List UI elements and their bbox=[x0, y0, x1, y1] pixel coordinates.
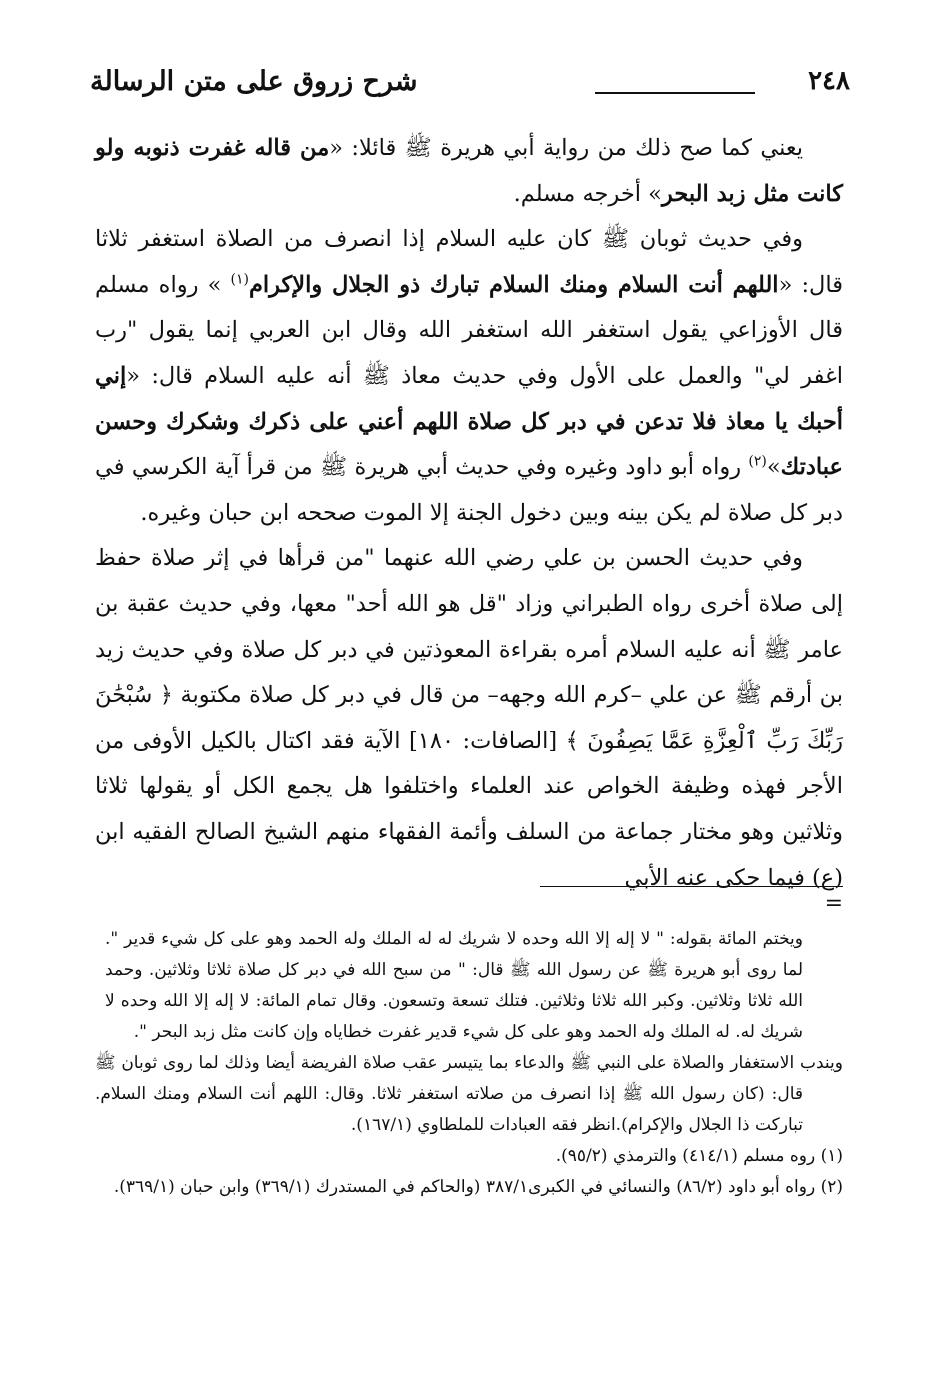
footnote-1: (١) روه مسلم (٤١٤/١) والترمذي (٩٥/٢). bbox=[555, 1146, 843, 1166]
running-title: شرح زروق على متن الرسالة bbox=[90, 66, 418, 97]
p1-text-b: » أخرجه مسلم. bbox=[513, 180, 662, 207]
paragraph-3: وفي حديث الحسن بن علي رضي الله عنهما "من قرأها في إثر صلاة حفظ إلى صلاة أخرى رواه الطبراني وزاد "قل هو الله أحد" معها، وفي حديث عقبة بن عامر ﷺ أنه عليه السلام أمره بقراءة المعوذتين في دبر كل صلاة وفي حديث زيد بن أرقم ﷺ عن علي –كرم الله وجهه– من قال في دبر كل صلاة مكتوبة ﴿ سُبْحَٰنَ رَبِّكَ رَبِّ ٱلْعِزَّةِ عَمَّا يَصِفُونَ ﴾ [الصافات: ١٨٠] الآية فقد اكتال بالكيل الأوفى من الأجر فهذه وظيفة الخواص عند العلماء واختلفوا هل يجمع الكل أو يقولها ثلاثا وثلاثين وهو مختار جماعة من السلف وأئمة الفقهاء منهم الشيخ الصالح الفقيه ابن (ع) فيما حكى عنه الأبي bbox=[95, 545, 843, 891]
main-text bbox=[95, 126, 843, 901]
page-header bbox=[90, 58, 850, 102]
header-rule bbox=[595, 92, 755, 94]
continuation-mark: = bbox=[824, 891, 843, 916]
page-number: ٢٤٨ bbox=[808, 66, 850, 96]
p1-bold-quote: من قاله غفرت ذنوبه ولو كانت مثل زبد البحر bbox=[95, 135, 843, 207]
p2-text-c: » bbox=[766, 454, 781, 481]
footnote-2: (٢) رواه أبو داود (٨٦/٢) والنسائي في الكبرى٣٨٧/١ (والحاكم في المستدرك (٣٦٩/١) وابن حبان (٣٦٩/١). bbox=[113, 1177, 843, 1197]
paragraph-1 bbox=[95, 126, 843, 217]
p2-bold-quote-2: إني أحبك يا معاذ فلا تدعن في دبر كل صلاة اللهم أعني على ذكرك وشكرك وحسن عبادتك bbox=[95, 362, 843, 481]
footnote-ref-1: (١) bbox=[230, 271, 249, 288]
footnote-continuation: ويختم المائة بقوله: " لا إله إلا الله وحده لا شريك له له الملك وله الحمد وهو على كل شيء قدير ". لما روى أبو هريرة ﷺ عن رسول الله ﷺ قال: " من سبح الله في دبر كل صلاة ثلاثا وثلاثين. وحمد الله ثلاثا وثلاثين. وكبر الله ثلاثا وثلاثين. فتلك تسعة وتسعون. وقال تمام المائة: لا إله إلا الله وحده لا شريك له. له الملك وله الحمد وهو على كل شيء قدير غفرت خطاياه وإن كانت مثل زبد البحر ". bbox=[105, 929, 803, 1042]
p2-text-d: رواه أبو داود وغيره وفي حديث أبي هريرة ﷺ من قرأ آية الكرسي في دبر كل صلاة لم يكن بينه وبين دخول الجنة إلا الموت صححه ابن حبان وغيره. bbox=[95, 454, 843, 526]
paragraph-2 bbox=[95, 217, 843, 536]
footnotes bbox=[95, 924, 843, 1203]
p2-text-a: وفي حديث ثوبان ﷺ كان عليه السلام إذا انصرف من الصلاة استغفر ثلاثا قال: « bbox=[95, 226, 843, 298]
footnote-extra: ويندب الاستغفار والصلاة على النبي ﷺ والدعاء بما يتيسر عقب صلاة الفريضة أيضا وذلك لما روى ثوبان ﷺ قال: (كان رسول الله ﷺ إذا انصرف من صلاته استغفر ثلاثا. وقال: اللهم أنت السلام ومنك السلام. تباركت ذا الجلال والإكرام).انظر فقه العبادات للملطاوي (١٦٧/١). bbox=[95, 1053, 843, 1135]
p2-bold-quote: اللهم أنت السلام ومنك السلام تبارك ذو الجلال والإكرام bbox=[248, 271, 779, 298]
p1-text-a: يعني كما صح ذلك من رواية أبي هريرة ﷺ قائلا: « bbox=[329, 135, 803, 161]
p2-text-b: » رواه مسلم قال الأوزاعي يقول استغفر الله استغفر الله وقال ابن العربي إنما يقول "رب اغفر لي" والعمل على الأول وفي حديث معاذ ﷺ أنه عليه السلام قال: « bbox=[95, 271, 843, 389]
footnote-ref-2: (٢) bbox=[748, 453, 767, 470]
footnote-rule bbox=[540, 886, 843, 887]
